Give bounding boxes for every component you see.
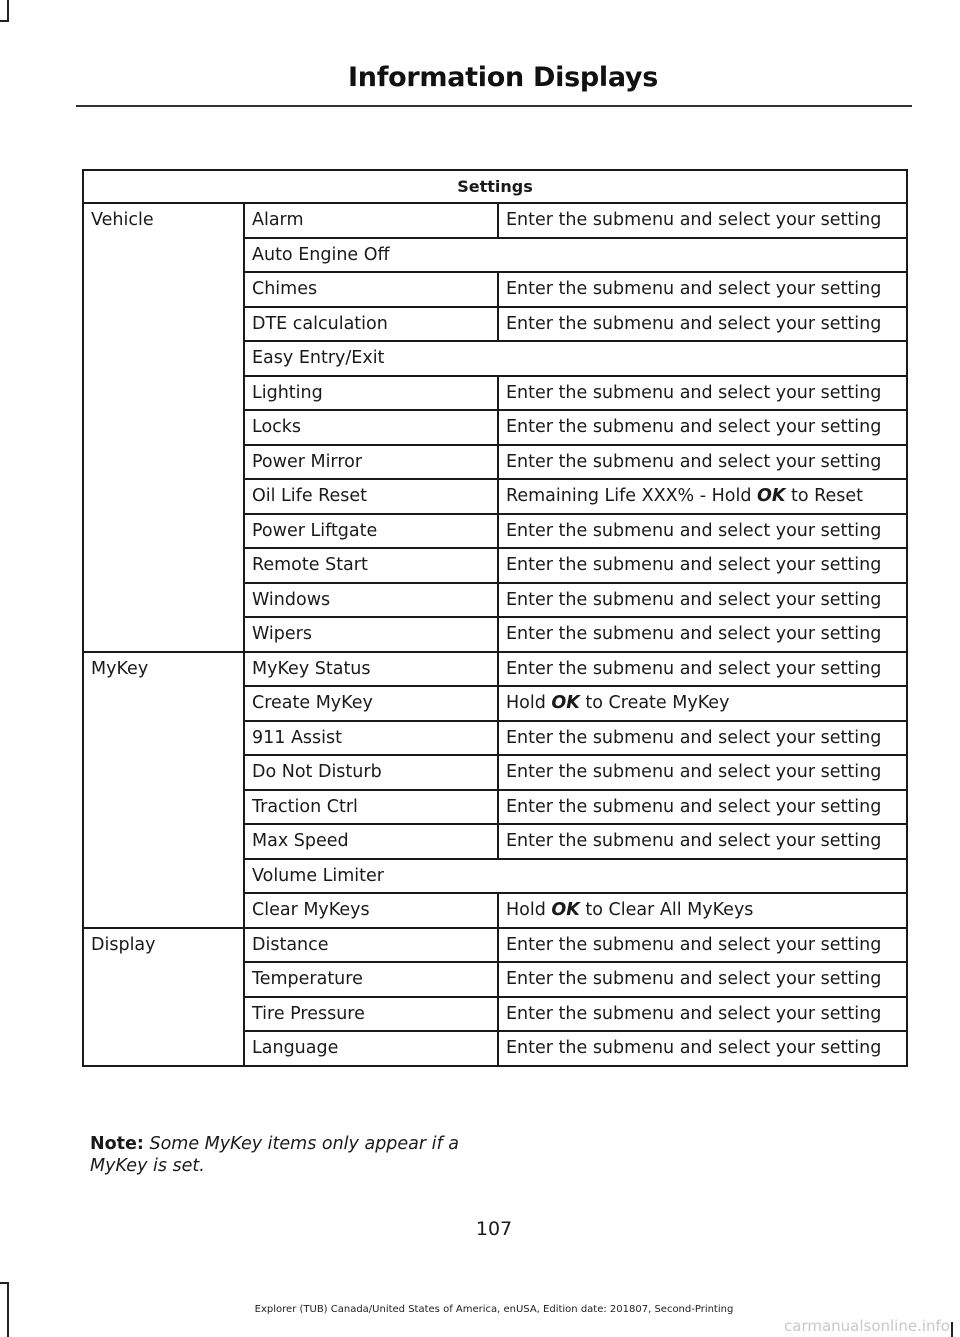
setting-value-cell — [498, 583, 907, 618]
setting-value-cell — [498, 686, 907, 721]
setting-item-cell — [244, 307, 498, 342]
setting-value-text: Enter the submenu and select your setting — [506, 589, 882, 610]
setting-value-cell — [498, 307, 907, 342]
setting-value-cell — [498, 548, 907, 583]
setting-value-cell — [498, 790, 907, 825]
setting-value-text: Enter the submenu and select your setting — [506, 210, 882, 231]
setting-item-label: Clear MyKeys — [252, 900, 370, 921]
setting-value-cell — [498, 479, 907, 514]
setting-item-cell — [244, 341, 907, 376]
setting-item-label: 911 Assist — [252, 727, 343, 748]
setting-value-cell — [498, 272, 907, 307]
setting-item-cell — [244, 548, 498, 583]
setting-item-cell — [244, 859, 907, 894]
setting-item-cell — [244, 376, 498, 411]
setting-value-text-after: to Reset — [785, 486, 864, 507]
setting-item-cell — [244, 479, 498, 514]
setting-item-label: Remote Start — [252, 555, 368, 576]
setting-item-label: Locks — [252, 417, 302, 438]
setting-item-label: Lighting — [252, 382, 323, 403]
setting-item-label: Volume Limiter — [252, 865, 384, 886]
settings-table — [82, 169, 908, 1067]
setting-item-cell — [244, 583, 498, 618]
setting-value-text: Enter the submenu and select your setting — [506, 762, 882, 783]
setting-value-text: Enter the submenu and select your setting — [506, 555, 882, 576]
table-row — [83, 203, 907, 238]
setting-item-label: MyKey Status — [252, 658, 371, 679]
setting-value-text: Remaining Life XXX% - Hold — [506, 486, 758, 507]
setting-value-cell — [498, 928, 907, 963]
setting-item-label: Power Liftgate — [252, 520, 378, 541]
setting-item-cell — [244, 238, 907, 273]
setting-item-label: Windows — [252, 589, 331, 610]
setting-item-cell — [244, 962, 498, 997]
setting-item-label: Power Mirror — [252, 451, 363, 472]
setting-item-label: Alarm — [252, 210, 304, 231]
setting-item-cell — [244, 893, 498, 928]
ok-button-reference: OK — [551, 900, 580, 921]
setting-item-cell — [244, 203, 498, 238]
setting-value-text: Hold — [506, 900, 552, 921]
setting-item-label: Chimes — [252, 279, 318, 300]
setting-item-cell — [244, 928, 498, 963]
note-text: Some MyKey items only appear if a MyKey is set. — [90, 1134, 459, 1176]
note — [90, 1133, 490, 1177]
header-rule — [76, 105, 912, 107]
setting-value-text: Enter the submenu and select your setting — [506, 313, 882, 334]
setting-value-cell — [498, 617, 907, 652]
setting-value-cell — [498, 755, 907, 790]
crop-mark-top-left-vertical — [7, 0, 9, 20]
setting-value-text: Hold — [506, 693, 552, 714]
setting-value-text: Enter the submenu and select your setting — [506, 969, 882, 990]
setting-value-text: Enter the submenu and select your setting — [506, 658, 882, 679]
setting-value-cell — [498, 514, 907, 549]
page-title: Information Displays — [348, 62, 658, 93]
setting-item-label: Language — [252, 1038, 339, 1059]
setting-item-label: Auto Engine Off — [252, 244, 390, 265]
setting-value-text: Enter the submenu and select your setting — [506, 1038, 882, 1059]
setting-value-text: Enter the submenu and select your setting — [506, 1003, 882, 1024]
setting-value-cell — [498, 445, 907, 480]
setting-item-cell — [244, 272, 498, 307]
page-number: 107 — [475, 1218, 513, 1240]
setting-value-cell — [498, 203, 907, 238]
setting-item-label: Wipers — [252, 624, 312, 645]
setting-value-text: Enter the submenu and select your setting — [506, 382, 882, 403]
category-cell: Vehicle — [83, 203, 244, 652]
setting-value-cell — [498, 376, 907, 411]
setting-value-cell — [498, 893, 907, 928]
setting-item-label: Tire Pressure — [252, 1003, 365, 1024]
setting-item-cell — [244, 790, 498, 825]
setting-item-label: Max Speed — [252, 831, 349, 852]
crop-mark-top-left-horizontal — [0, 20, 9, 22]
watermark: carmanualsonline.info — [784, 1317, 950, 1335]
setting-value-text: Enter the submenu and select your setting — [506, 520, 882, 541]
setting-value-cell — [498, 1031, 907, 1066]
setting-item-label: Do Not Disturb — [252, 762, 382, 783]
setting-value-text: Enter the submenu and select your setting — [506, 451, 882, 472]
note-label: Note: — [90, 1134, 144, 1154]
setting-value-text: Enter the submenu and select your setting — [506, 934, 882, 955]
table-title: Settings — [83, 170, 907, 203]
table-row — [83, 652, 907, 687]
setting-item-label: Traction Ctrl — [252, 796, 358, 817]
setting-item-cell — [244, 686, 498, 721]
setting-value-text: Enter the submenu and select your setting — [506, 279, 882, 300]
setting-item-cell — [244, 410, 498, 445]
setting-value-cell — [498, 652, 907, 687]
setting-value-cell — [498, 721, 907, 756]
crop-mark-bottom-left-horizontal — [0, 1282, 9, 1284]
setting-value-cell — [498, 962, 907, 997]
setting-value-cell — [498, 410, 907, 445]
setting-value-text: Enter the submenu and select your setting — [506, 624, 882, 645]
category-cell: Display — [83, 928, 244, 1066]
setting-value-text: Enter the submenu and select your setting — [506, 417, 882, 438]
setting-item-cell — [244, 721, 498, 756]
setting-item-cell — [244, 1031, 498, 1066]
setting-value-cell — [498, 997, 907, 1032]
setting-value-text: Enter the submenu and select your setting — [506, 831, 882, 852]
setting-item-cell — [244, 445, 498, 480]
setting-item-cell — [244, 514, 498, 549]
setting-value-text-after: to Create MyKey — [579, 693, 730, 714]
setting-item-label: Easy Entry/Exit — [252, 348, 385, 369]
setting-item-cell — [244, 617, 498, 652]
setting-value-text: Enter the submenu and select your setting — [506, 796, 882, 817]
setting-item-cell — [244, 824, 498, 859]
setting-value-text-after: to Clear All MyKeys — [579, 900, 754, 921]
setting-value-cell — [498, 824, 907, 859]
footer-edition-info: Explorer (TUB) Canada/United States of America, enUSA, Edition date: 201807, Second-Printing — [254, 1304, 734, 1315]
ok-button-reference: OK — [757, 486, 786, 507]
setting-item-cell — [244, 997, 498, 1032]
setting-item-label: DTE calculation — [252, 313, 388, 334]
crop-mark-bottom-right-vertical — [951, 1322, 953, 1337]
category-cell: MyKey — [83, 652, 244, 928]
ok-button-reference: OK — [551, 693, 580, 714]
setting-item-label: Create MyKey — [252, 693, 373, 714]
setting-item-label: Temperature — [252, 969, 363, 990]
setting-item-label: Distance — [252, 934, 329, 955]
setting-item-label: Oil Life Reset — [252, 486, 368, 507]
setting-value-text: Enter the submenu and select your setting — [506, 727, 882, 748]
table-header-row — [83, 170, 907, 203]
setting-item-cell — [244, 755, 498, 790]
table-row — [83, 928, 907, 963]
setting-item-cell — [244, 652, 498, 687]
